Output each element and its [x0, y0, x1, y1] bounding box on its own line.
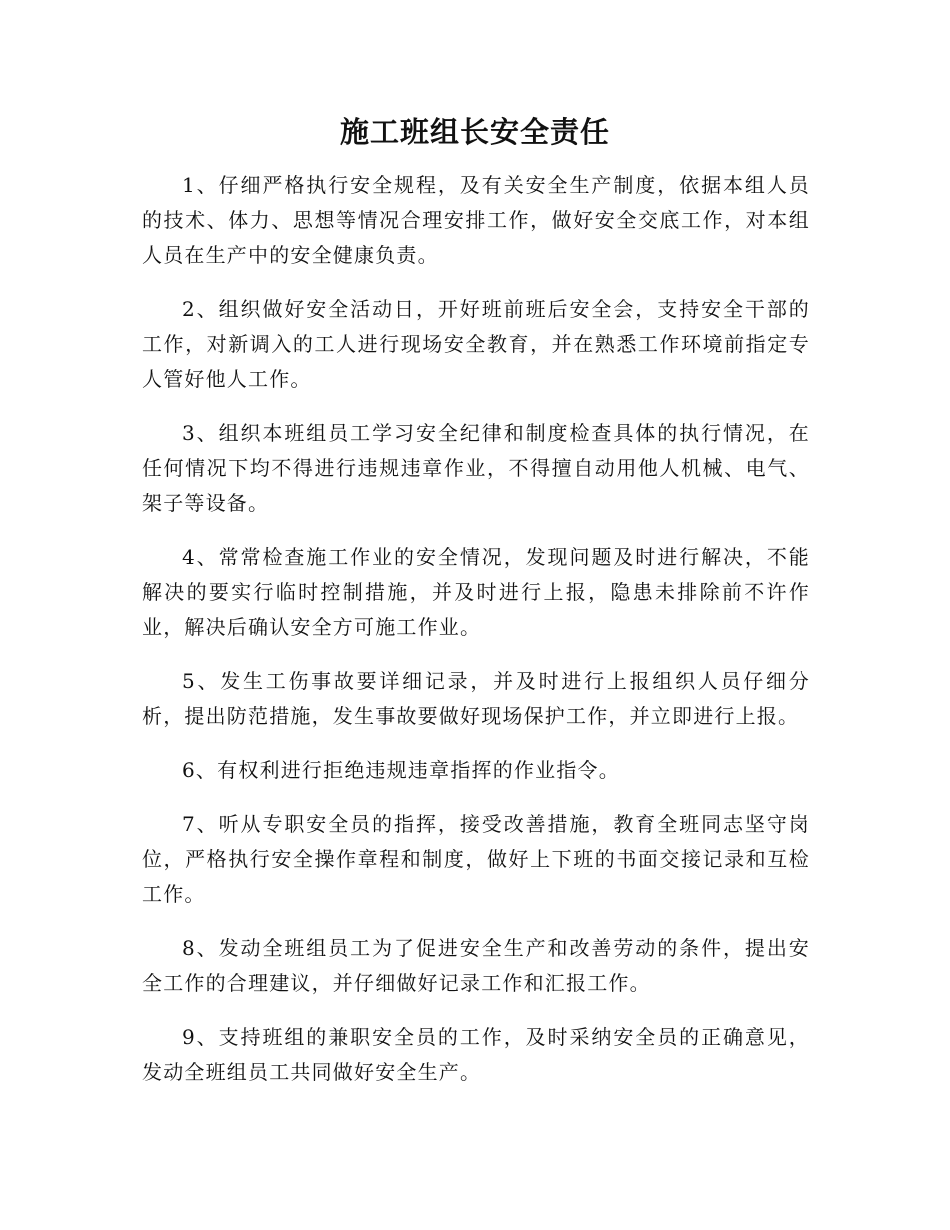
paragraph-6: 6、有权利进行拒绝违规违章指挥的作业指令。: [182, 758, 620, 782]
paragraph-7: 7、听从专职安全员的指挥，接受改善措施，教育全班同志坚守岗位，严格执行安全操作章程和制度，做好上下班的书面交接记录和互检工作。: [142, 812, 810, 906]
document-title: 施工班组长安全责任: [339, 115, 610, 149]
paragraph-4: 4、常常检查施工作业的安全情况，发现问题及时进行解决，不能解决的要实行临时控制措施，并及时进行上报，隐患未排除前不许作业，解决后确认安全方可施工作业。: [142, 545, 810, 639]
paragraph-9: 9、支持班组的兼职安全员的工作，及时采纳安全员的正确意见，发动全班组员工共同做好安全生产。: [142, 1025, 810, 1084]
paragraph-1: 1、仔细严格执行安全规程，及有关安全生产制度，依据本组人员的技术、体力、思想等情况合理安排工作，做好安全交底工作，对本组人员在生产中的安全健康负责。: [142, 173, 810, 267]
paragraph-5: 5、发生工伤事故要详细记录，并及时进行上报组织人员仔细分析，提出防范措施，发生事故要做好现场保护工作，并立即进行上报。: [142, 669, 810, 728]
paragraph-3: 3、组织本班组员工学习安全纪律和制度检查具体的执行情况，在任何情况下均不得进行违规违章作业，不得擅自动用他人机械、电气、架子等设备。: [142, 421, 810, 515]
document-body: [142, 168, 810, 1109]
paragraph-2: 2、组织做好安全活动日，开好班前班后安全会，支持安全干部的工作，对新调入的工人进行现场安全教育，并在熟悉工作环境前指定专人管好他人工作。: [142, 297, 810, 391]
paragraph-8: 8、发动全班组员工为了促进安全生产和改善劳动的条件，提出安全工作的合理建议，并仔细做好记录工作和汇报工作。: [142, 936, 810, 995]
